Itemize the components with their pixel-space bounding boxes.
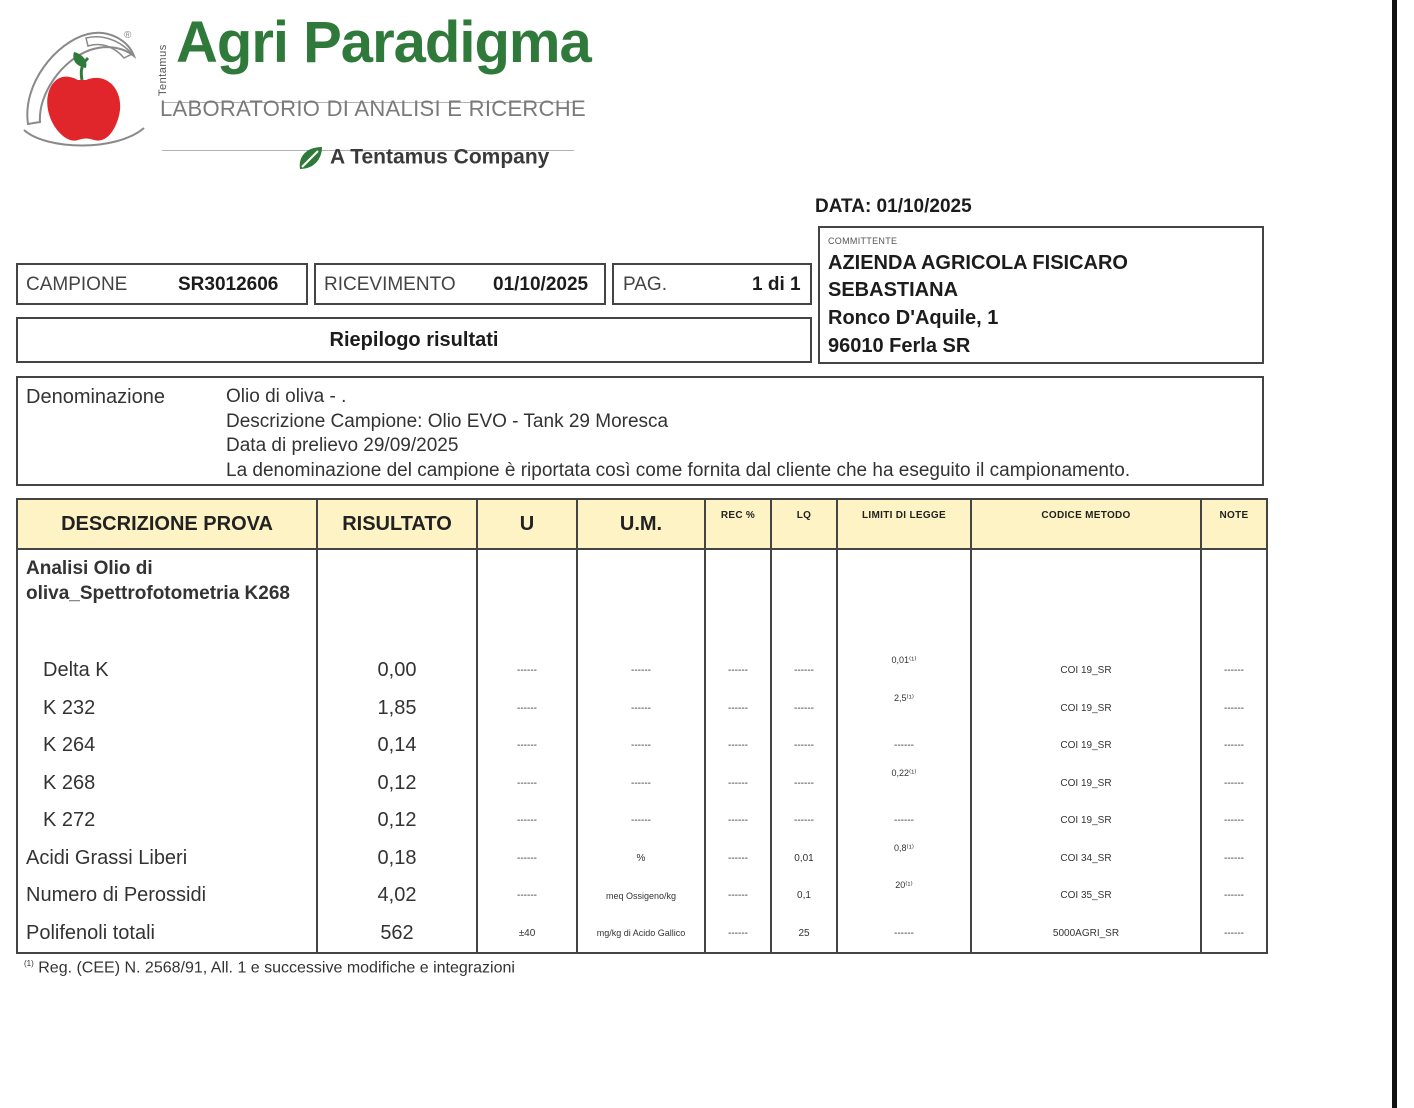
cell-limiti xyxy=(837,652,971,690)
cell-metodo: COI 19_SR xyxy=(971,690,1201,728)
table-row xyxy=(17,690,1267,728)
report-date: DATA: 01/10/2025 xyxy=(815,196,972,217)
ricevimento-box xyxy=(314,263,606,305)
cell-u: ------ xyxy=(477,877,577,915)
limit-value: 0,8⁽¹⁾ xyxy=(894,842,914,853)
cell-note: ------ xyxy=(1201,652,1267,690)
cell-risultato: 0,14 xyxy=(317,727,477,765)
table-row xyxy=(17,802,1267,840)
cell-um xyxy=(577,877,705,915)
table-row xyxy=(17,840,1267,878)
limit-value: 2,5⁽¹⁾ xyxy=(894,692,914,703)
header-descrizione: DESCRIZIONE PROVA xyxy=(17,499,317,549)
cell-metodo: 5000AGRI_SR xyxy=(971,915,1201,954)
cell-lq: 0,01 xyxy=(771,840,837,878)
campione-value: SR3012606 xyxy=(178,274,279,295)
brand-tentamus-vertical: Tentamus xyxy=(157,44,169,96)
tentamus-tagline xyxy=(296,143,549,173)
apple-logo-icon xyxy=(16,24,156,154)
cell-desc: K 232 xyxy=(17,690,317,728)
table-row xyxy=(17,877,1267,915)
cell-note: ------ xyxy=(1201,840,1267,878)
cell-lq: ------ xyxy=(771,765,837,803)
group-title: Analisi Olio di oliva_Spettrofotometria K268 xyxy=(17,549,317,652)
cell-rec: ------ xyxy=(705,802,771,840)
footnote-text: Reg. (CEE) N. 2568/91, All. 1 e successive modifiche e integrazioni xyxy=(38,959,515,977)
cell-limiti xyxy=(837,690,971,728)
committente-line: 96010 Ferla SR xyxy=(828,335,971,357)
cell-metodo: COI 34_SR xyxy=(971,840,1201,878)
denominazione-line: Data di prelievo 29/09/2025 xyxy=(226,435,459,456)
cell-rec: ------ xyxy=(705,727,771,765)
header-u: U xyxy=(477,499,577,549)
denominazione-line: Olio di oliva - . xyxy=(226,386,347,407)
cell-lq: ------ xyxy=(771,652,837,690)
cell-risultato: 4,02 xyxy=(317,877,477,915)
cell-u: ------ xyxy=(477,690,577,728)
header-metodo: CODICE METODO xyxy=(971,499,1201,549)
pagina-value: 1 di 1 xyxy=(752,274,801,295)
campione-box xyxy=(16,263,308,305)
footnote-marker: (1) xyxy=(24,959,34,968)
cell-note: ------ xyxy=(1201,727,1267,765)
cell-metodo: COI 19_SR xyxy=(971,802,1201,840)
riepilogo-box xyxy=(16,317,812,363)
cell-limiti: ------ xyxy=(837,915,971,954)
tentamus-leaf-icon xyxy=(296,143,326,173)
cell-metodo: COI 35_SR xyxy=(971,877,1201,915)
cell-metodo: COI 19_SR xyxy=(971,727,1201,765)
cell-desc: Delta K xyxy=(17,652,317,690)
cell-lq: ------ xyxy=(771,690,837,728)
table-row xyxy=(17,915,1267,954)
limit-value: 0,01⁽¹⁾ xyxy=(891,655,917,666)
cell-um: % xyxy=(577,840,705,878)
cell-um: ------ xyxy=(577,690,705,728)
committente-line: AZIENDA AGRICOLA FISICARO xyxy=(828,252,1128,274)
ricevimento-value: 01/10/2025 xyxy=(493,274,589,295)
um-value: mg/kg di Acido Gallico xyxy=(596,928,686,939)
cell-u: ------ xyxy=(477,652,577,690)
header-lq: LQ xyxy=(771,499,837,549)
cell-desc: Polifenoli totali xyxy=(17,915,317,954)
pagina-label: PAG. xyxy=(623,274,667,295)
cell-risultato: 0,12 xyxy=(317,765,477,803)
denominazione-line: La denominazione del campione è riportata così come fornita dal cliente che ha eseguito il campionamento. xyxy=(226,460,1131,481)
um-value: meq Ossigeno/kg xyxy=(605,890,677,901)
page-edge xyxy=(1392,0,1397,1108)
cell-limiti xyxy=(837,840,971,878)
cell-desc: Acidi Grassi Liberi xyxy=(17,840,317,878)
brand-name xyxy=(176,10,591,75)
cell-rec: ------ xyxy=(705,915,771,954)
cell-metodo: COI 19_SR xyxy=(971,765,1201,803)
table-group-row xyxy=(17,549,1267,652)
cell-lq: 0,1 xyxy=(771,877,837,915)
cell-desc: K 268 xyxy=(17,765,317,803)
cell-rec: ------ xyxy=(705,652,771,690)
cell-um xyxy=(577,915,705,954)
tagline-text: A Tentamus Company xyxy=(330,145,550,169)
svg-text:®: ® xyxy=(124,30,132,41)
committente-label: COMMITTENTE xyxy=(828,236,898,246)
cell-desc: K 264 xyxy=(17,727,317,765)
brand-subtitle: LABORATORIO DI ANALISI E RICERCHE xyxy=(160,96,586,121)
denominazione-box xyxy=(16,376,1264,486)
committente-line: SEBASTIANA xyxy=(828,279,959,301)
cell-um: ------ xyxy=(577,727,705,765)
cell-note: ------ xyxy=(1201,690,1267,728)
cell-desc: Numero di Perossidi xyxy=(17,877,317,915)
cell-note: ------ xyxy=(1201,765,1267,803)
header-risultato: RISULTATO xyxy=(317,499,477,549)
table-row xyxy=(17,652,1267,690)
cell-lq: ------ xyxy=(771,802,837,840)
ricevimento-label: RICEVIMENTO xyxy=(324,274,456,295)
cell-risultato: 0,12 xyxy=(317,802,477,840)
header-note: NOTE xyxy=(1201,499,1267,549)
limit-value: 20⁽¹⁾ xyxy=(895,880,913,891)
denominazione-label: Denominazione xyxy=(26,386,165,408)
cell-lq: 25 xyxy=(771,915,837,954)
cell-rec: ------ xyxy=(705,877,771,915)
pagina-box xyxy=(612,263,812,305)
cell-note: ------ xyxy=(1201,877,1267,915)
table-row xyxy=(17,765,1267,803)
cell-note: ------ xyxy=(1201,915,1267,954)
cell-risultato: 0,00 xyxy=(317,652,477,690)
header-rec: REC % xyxy=(705,499,771,549)
cell-metodo: COI 19_SR xyxy=(971,652,1201,690)
cell-u: ------ xyxy=(477,727,577,765)
committente-line: Ronco D'Aquile, 1 xyxy=(828,307,999,329)
cell-u: ------ xyxy=(477,802,577,840)
cell-limiti: ------ xyxy=(837,802,971,840)
limit-value: 0,22⁽¹⁾ xyxy=(891,767,917,778)
header-um: U.M. xyxy=(577,499,705,549)
results-table xyxy=(16,498,1268,954)
header-limiti: LIMITI DI LEGGE xyxy=(837,499,971,549)
denominazione-line: Descrizione Campione: Olio EVO - Tank 29 Moresca xyxy=(226,411,669,432)
cell-um: ------ xyxy=(577,802,705,840)
cell-risultato: 1,85 xyxy=(317,690,477,728)
cell-limiti xyxy=(837,877,971,915)
brand-name-agri: Agri xyxy=(176,10,288,75)
cell-risultato: 562 xyxy=(317,915,477,954)
cell-um: ------ xyxy=(577,765,705,803)
cell-rec: ------ xyxy=(705,765,771,803)
cell-limiti: ------ xyxy=(837,727,971,765)
committente-box xyxy=(818,226,1264,364)
cell-limiti xyxy=(837,765,971,803)
campione-label: CAMPIONE xyxy=(26,274,128,295)
cell-u: ±40 xyxy=(477,915,577,954)
cell-lq: ------ xyxy=(771,727,837,765)
cell-um: ------ xyxy=(577,652,705,690)
table-header-row xyxy=(17,499,1267,549)
cell-rec: ------ xyxy=(705,840,771,878)
footnote xyxy=(24,959,515,977)
cell-desc: K 272 xyxy=(17,802,317,840)
cell-risultato: 0,18 xyxy=(317,840,477,878)
table-row xyxy=(17,727,1267,765)
brand-name-paradigma: Paradigma xyxy=(303,10,591,75)
cell-rec: ------ xyxy=(705,690,771,728)
riepilogo-title: Riepilogo risultati xyxy=(329,329,499,351)
cell-u: ------ xyxy=(477,840,577,878)
cell-note: ------ xyxy=(1201,802,1267,840)
cell-u: ------ xyxy=(477,765,577,803)
